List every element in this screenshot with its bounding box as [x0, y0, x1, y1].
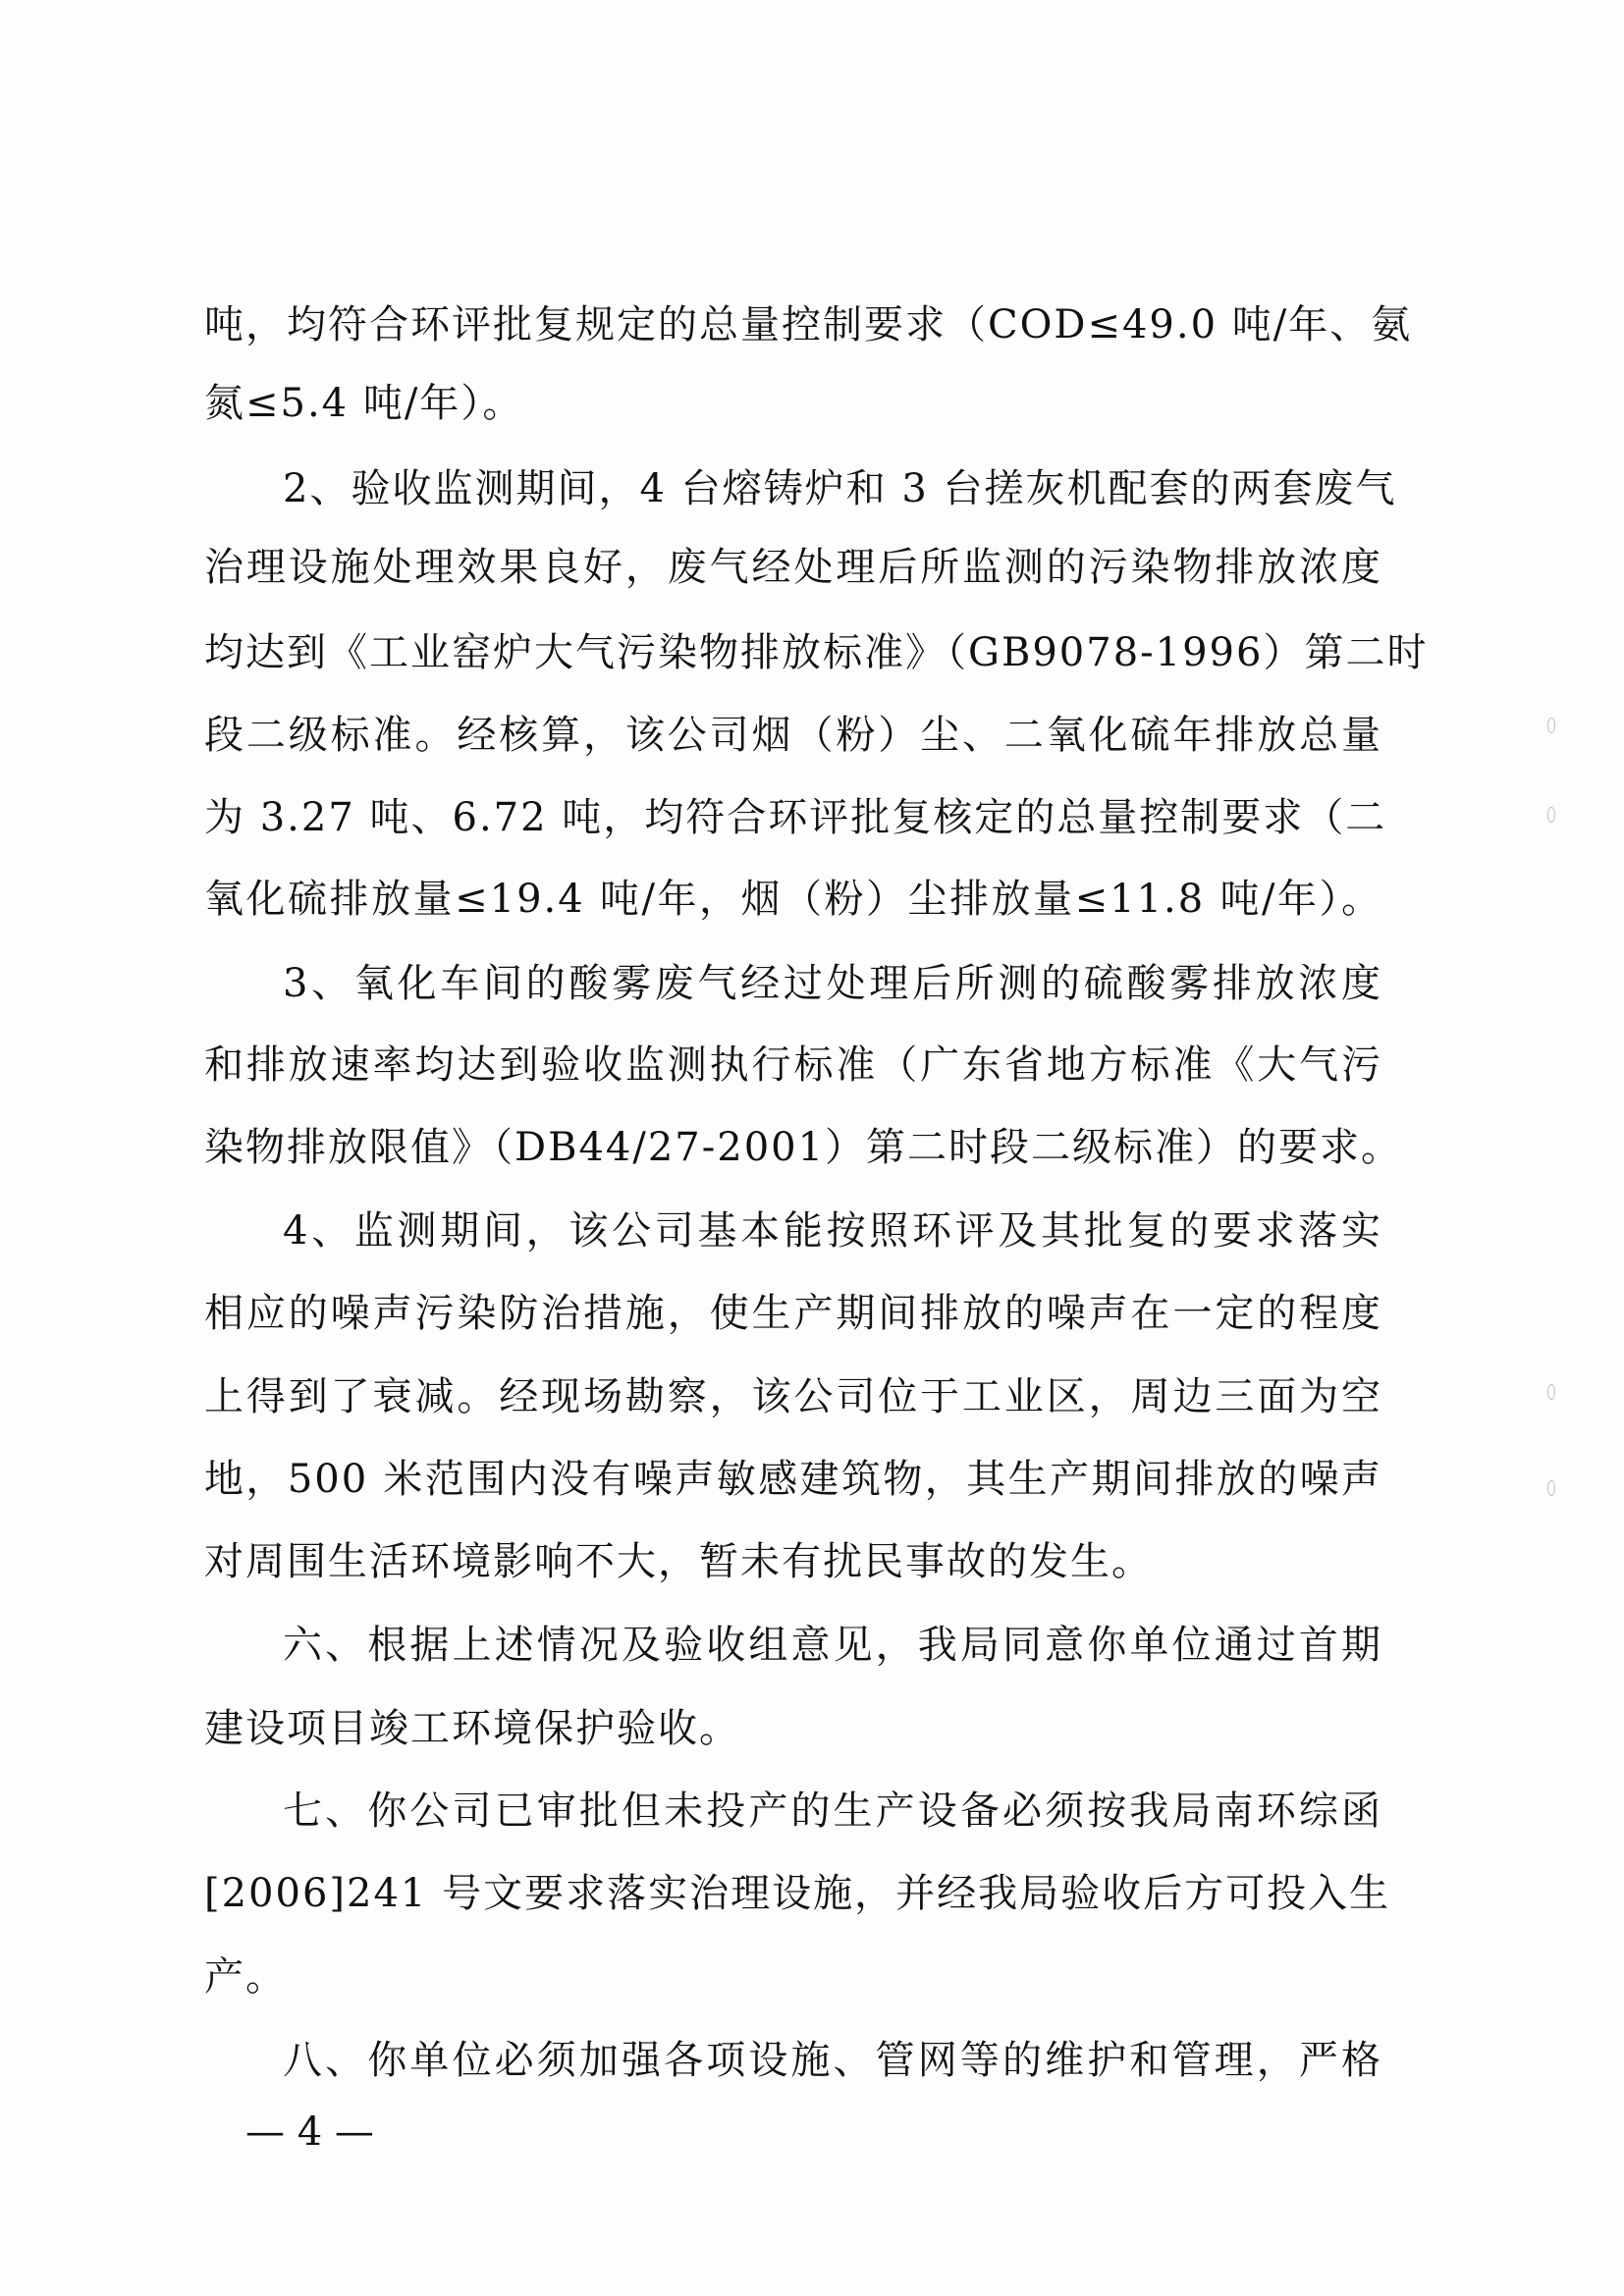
text-line: 相应的噪声污染防治措施，使生产期间排放的噪声在一定的程度	[204, 1291, 1382, 1336]
text-line: 产。	[204, 1954, 287, 2000]
text-line: 氧化硫排放量≤19.4 吨/年，烟（粉）尘排放量≤11.8 吨/年）。	[204, 877, 1382, 922]
text-line: 4、监测期间，该公司基本能按照环评及其批复的要求落实	[283, 1208, 1382, 1254]
binding-hole-mark	[1547, 807, 1555, 823]
text-line: 地，500 米范围内没有噪声敏感建筑物，其生产期间排放的噪声	[204, 1457, 1382, 1502]
text-line: 3、氧化车间的酸雾废气经过处理后所测的硫酸雾排放浓度	[283, 961, 1382, 1006]
text-line: 染物排放限值》（DB44/27-2001）第二时段二级标准）的要求。	[204, 1125, 1403, 1170]
binding-hole-mark	[1547, 1384, 1555, 1400]
text-line: 六、根据上述情况及验收组意见，我局同意你单位通过首期	[283, 1623, 1382, 1668]
text-line: 对周围生活环境影响不大，暂未有扰民事故的发生。	[204, 1539, 1153, 1584]
text-line: 治理设施处理效果良好，废气经处理后所监测的污染物排放浓度	[204, 545, 1382, 590]
text-line: 建设项目竣工环境保护验收。	[204, 1706, 740, 1751]
text-line: 氮≤5.4 吨/年）。	[204, 381, 524, 426]
text-line: 段二级标准。经核算，该公司烟（粉）尘、二氧化硫年排放总量	[204, 713, 1382, 758]
text-line: 和排放速率均达到验收监测执行标准（广东省地方标准《大气污	[204, 1042, 1382, 1088]
text-line: 上得到了衰减。经现场勘察，该公司位于工业区，周边三面为空	[204, 1374, 1382, 1419]
text-line: 七、你公司已审批但未投产的生产设备必须按我局南环综函	[283, 1789, 1382, 1834]
page-number: — 4 —	[245, 2109, 374, 2155]
text-line: 吨，均符合环评批复规定的总量控制要求（COD≤49.0 吨/年、氨	[204, 302, 1413, 347]
text-line: [2006]241 号文要求落实治理设施，并经我局验收后方可投入生	[204, 1871, 1391, 1916]
text-line: 2、验收监测期间，4 台熔铸炉和 3 台搓灰机配套的两套废气	[283, 466, 1397, 511]
text-line: 八、你单位必须加强各项设施、管网等的维护和管理，严格	[283, 2038, 1382, 2083]
binding-hole-mark	[1547, 1480, 1555, 1496]
binding-hole-mark	[1547, 718, 1555, 733]
text-line: 为 3.27 吨、6.72 吨，均符合环评批复核定的总量控制要求（二	[204, 795, 1387, 840]
text-line: 均达到《工业窑炉大气污染物排放标准》（GB9078-1996）第二时	[204, 630, 1429, 675]
